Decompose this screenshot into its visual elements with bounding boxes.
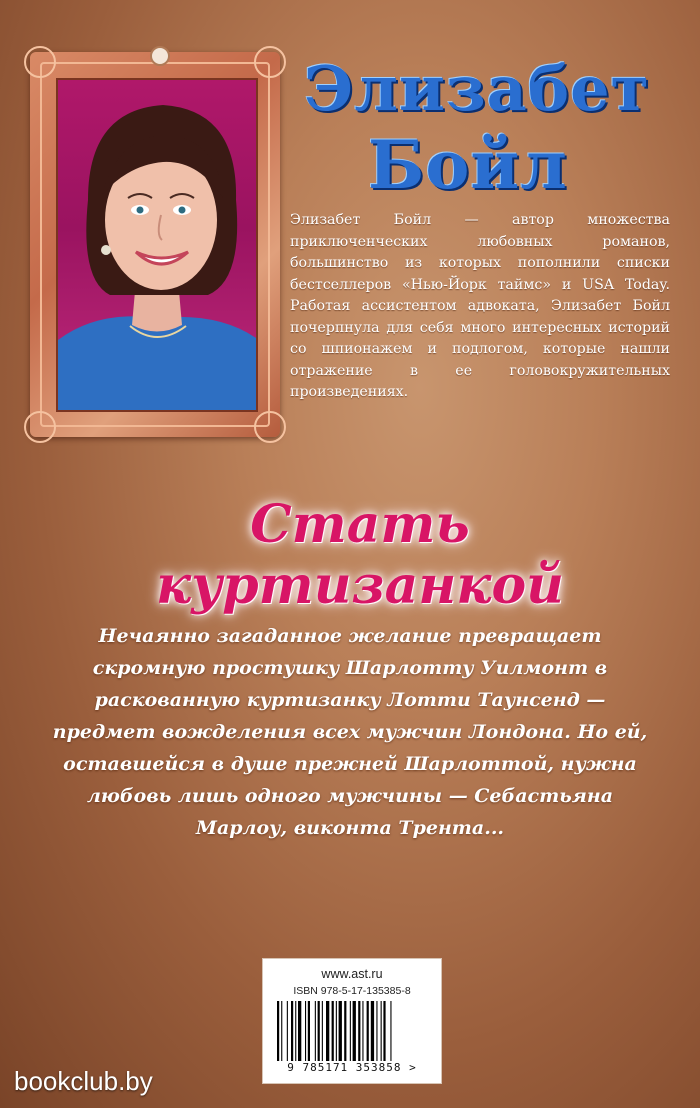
isbn-number: ISBN 978-5-17-135385-8 <box>293 985 411 997</box>
author-portrait-icon <box>58 80 256 410</box>
barcode-icon <box>277 1001 427 1061</box>
watermark: bookclub.by <box>14 1066 153 1096</box>
frame-hanger-icon <box>150 46 170 66</box>
book-blurb: Нечаянно загаданное желание превращает скромную простушку Шарлотту Уилмонт в раскованную куртизанку Лотти Таунсенд — предмет вожделения всех мужчин Лондона. Но ей, оставшейся в душе прежней Шарлоттой, нужна любовь лишь одного мужчины — Себастьяна Марлоу, виконта Трента... <box>52 625 648 839</box>
author-first-name: Элизабет <box>304 52 650 125</box>
frame-ornament-icon <box>24 411 56 443</box>
publisher-url: www.ast.ru <box>321 967 383 981</box>
barcode-digits: 9 785171 353858 > <box>287 1061 417 1074</box>
isbn-box <box>262 958 442 1084</box>
frame-ornament-icon <box>254 411 286 443</box>
frame-ornament-icon <box>24 46 56 78</box>
author-bio: Элизабет Бойл — автор множества приключенческих любовных романов, большинство из которых пополнили списки бестселлеров «Нью-Йорк таймс» и USA Today. Работая ассистентом адвоката, Элизабет Бойл почерпнула для себя много интересных историй со шпионажем и подлогом, которые нашли отражение в ее головокружительных произведениях. <box>290 212 670 400</box>
frame-ornament-icon <box>254 46 286 78</box>
author-photo <box>56 78 258 412</box>
book-title: Стать куртизанкой <box>156 494 564 616</box>
author-last-name: Бойл <box>368 126 568 204</box>
